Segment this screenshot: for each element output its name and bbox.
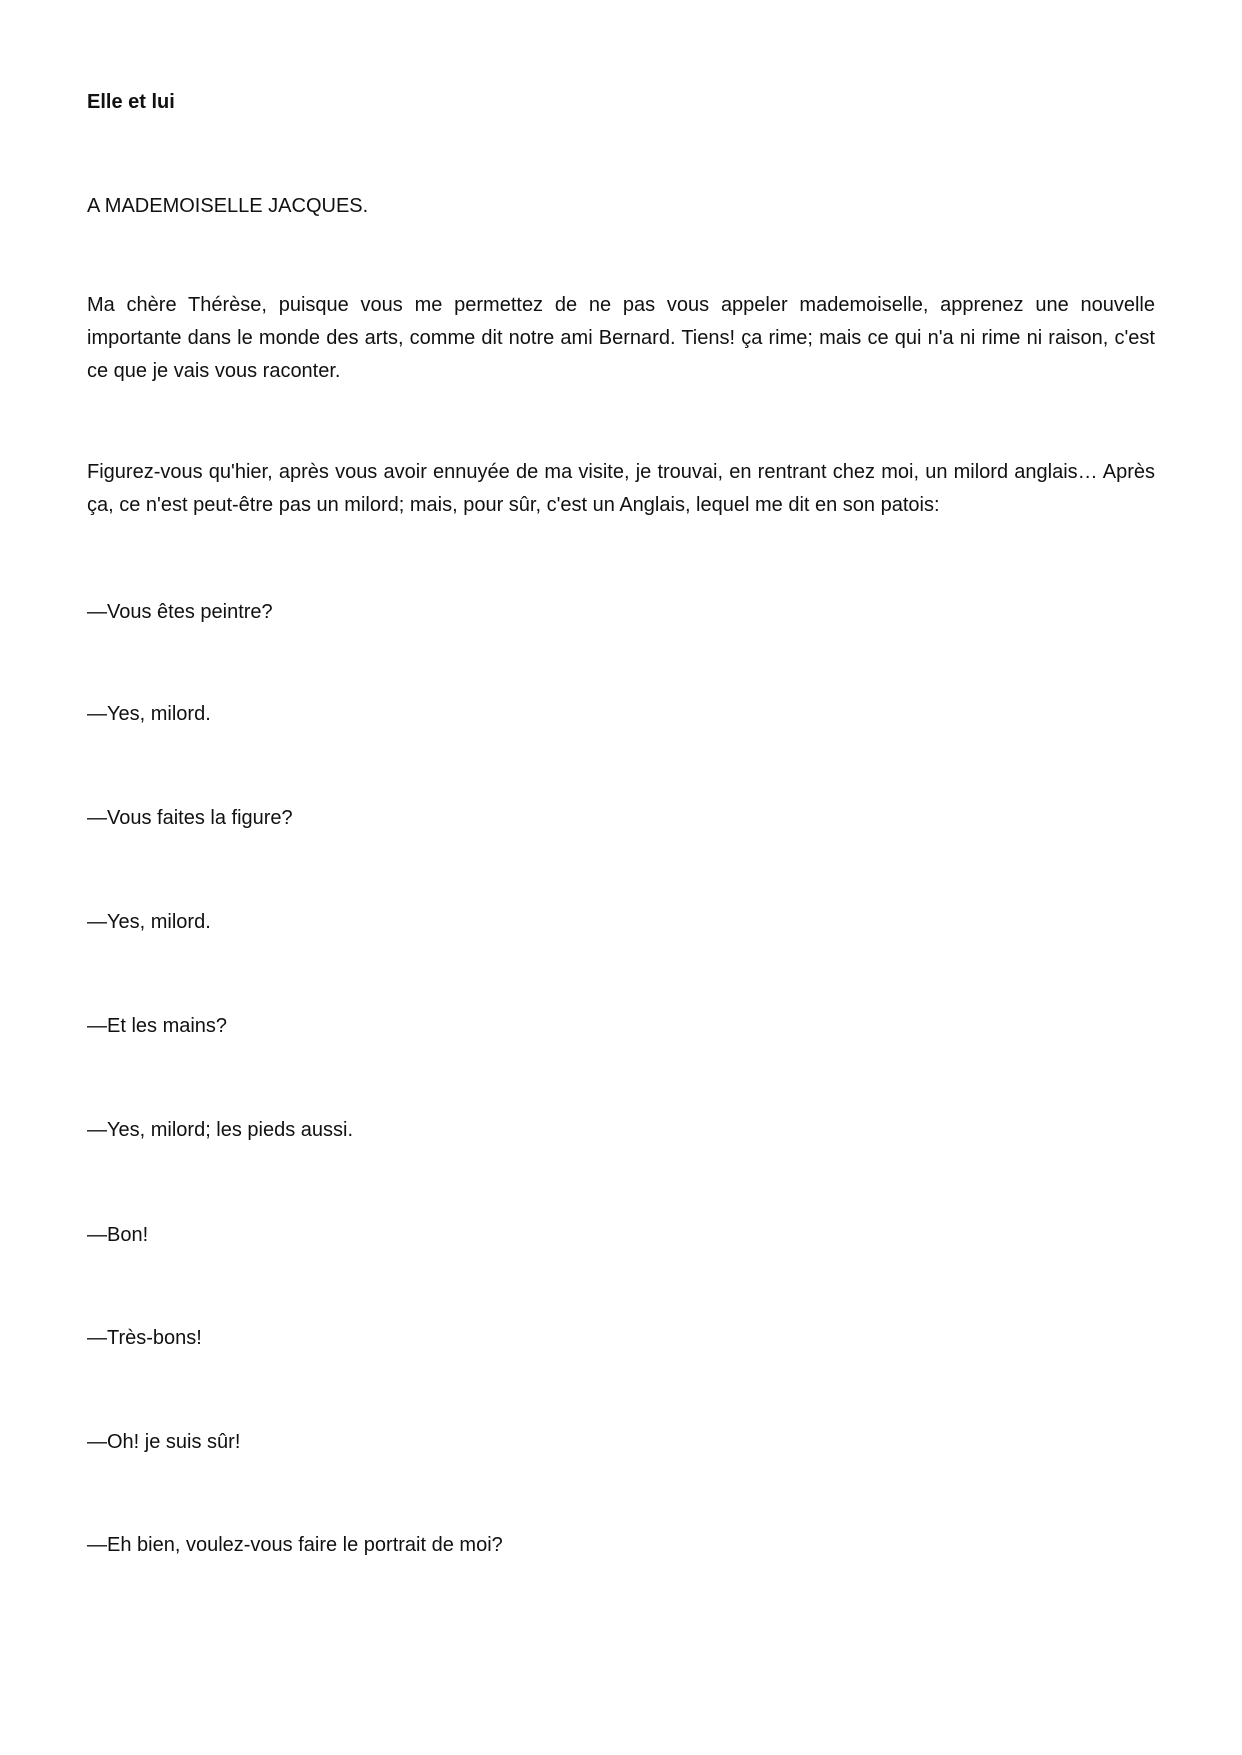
dialogue-line: —Et les mains? bbox=[87, 1015, 228, 1037]
dialogue-line: —Très-bons! bbox=[87, 1327, 202, 1349]
dialogue-line: —Yes, milord. bbox=[87, 703, 211, 725]
dedication-line: A MADEMOISELLE JACQUES. bbox=[87, 195, 369, 217]
dialogue-line: —Yes, milord; les pieds aussi. bbox=[87, 1119, 354, 1141]
document-title: Elle et lui bbox=[87, 91, 175, 113]
dialogue-line: —Vous êtes peintre? bbox=[87, 601, 273, 623]
dialogue-line: —Yes, milord. bbox=[87, 911, 211, 933]
paragraph-opening: Ma chère Thérèse, puisque vous me permettez de ne pas vous appeler mademoiselle, apprenez une nouvelle importante dans le monde des arts, comme dit notre ami Bernard. Tiens! ça rime; mais ce qui n'a ni rime ni raison, c'est ce que je vais vous raconter. bbox=[87, 294, 1155, 382]
dialogue-line: —Vous faites la figure? bbox=[87, 807, 293, 829]
dialogue-line: —Oh! je suis sûr! bbox=[87, 1431, 241, 1453]
dialogue-line: —Eh bien, voulez-vous faire le portrait de moi? bbox=[87, 1534, 503, 1556]
paragraph-narrative: Figurez-vous qu'hier, après vous avoir ennuyée de ma visite, je trouvai, en rentrant chez moi, un milord anglais… Après ça, ce n'est peut-être pas un milord; mais, pour sûr, c'est un Anglais, lequel me dit en son patois: bbox=[87, 461, 1155, 516]
dialogue-line: —Bon! bbox=[87, 1224, 149, 1246]
